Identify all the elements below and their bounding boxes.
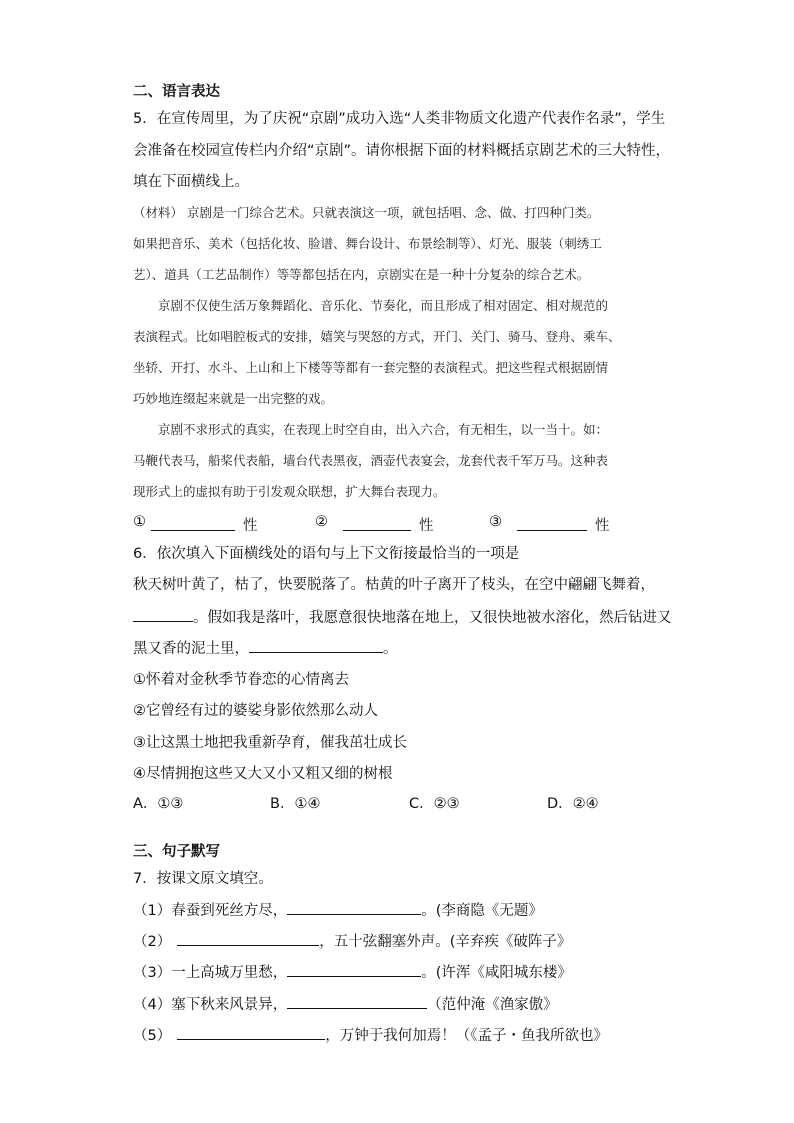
q6-passage-text: 。假如我是落叶，我愿意很快地落在地上，又很快地被水溶化，然后钻进又: [193, 610, 672, 626]
row-text: 春蚕到死丝方尽，: [171, 903, 288, 919]
option-c[interactable]: C．②③: [409, 796, 460, 812]
q6-item: ④尽情拥抱这些又大又小又粗又细的树根: [133, 766, 393, 782]
row-number: （4）: [133, 997, 172, 1013]
option-d[interactable]: D．②④: [547, 796, 599, 812]
answer-blank[interactable]: [177, 1025, 325, 1040]
q7-row-2: [133, 931, 571, 952]
passage-blank-2[interactable]: [249, 638, 383, 653]
row-number: （2）: [133, 934, 172, 950]
q6-passage-text: 黑又香的泥土里，: [133, 641, 249, 657]
section-heading-language: 二、语言表达: [133, 84, 220, 100]
blank-label-1: ①: [133, 514, 146, 530]
row-number: （5）: [133, 1028, 172, 1044]
q7-row-5: [133, 1025, 608, 1046]
q7-prompt: 7．按课文原文填空。: [133, 871, 273, 887]
row-text: 。(李商隐《无题》: [421, 903, 543, 919]
q6-passage-text: 。: [383, 641, 398, 657]
material-line: 艺）、道具（工艺品制作）等等都包括在内，京剧实在是一种十分复杂的综合艺术。: [133, 267, 590, 282]
row-number: （3）: [133, 965, 172, 981]
q5-prompt-line-1: 5．在宣传周里，为了庆祝“京剧”成功入选“人类非物质文化遗产代表作名录”，学生: [133, 111, 666, 127]
option-b[interactable]: B．①④: [270, 796, 321, 812]
answer-blank[interactable]: [287, 962, 421, 977]
section-heading-dictation: 三、句子默写: [133, 844, 220, 860]
answer-blank-1[interactable]: [151, 516, 235, 531]
row-number: （1）: [133, 903, 172, 919]
blank-suffix-1: 性: [243, 518, 258, 534]
option-a[interactable]: A．①③: [133, 796, 184, 812]
row-text: 一上高城万里愁，: [171, 965, 288, 981]
row-text: （范仲淹《渔家傲》: [427, 997, 558, 1013]
material-line: 京剧不求形式的真实，在表现上时空自由，出入六合，有无相生，以一当十。如：: [158, 422, 609, 437]
answer-blank[interactable]: [287, 994, 427, 1009]
q6-passage-line-1: 秋天树叶黄了，枯了，快要脱落了。枯黄的叶子离开了枝头，在空中翩翩飞舞着，: [133, 577, 655, 593]
answer-blank[interactable]: [287, 900, 421, 915]
blank-suffix-2: 性: [419, 518, 434, 534]
q7-row-3: [133, 962, 572, 983]
q6-item: ③让这黑土地把我重新孕育，催我茁壮成长: [133, 735, 407, 751]
material-line: 京剧不仅使生活万象舞蹈化、音乐化、节奏化，而且形成了相对固定、相对规范的: [158, 298, 609, 313]
material-line: 表演程式。比如唱腔板式的安排，嬉笑与哭怒的方式，开门、关门、骑马、登舟、乘车、: [133, 329, 621, 344]
blank-suffix-3: 性: [595, 518, 610, 534]
material-line: 坐轿、开打、水斗、上山和上下楼等等都有一套完整的表演程式。把这些程式根据剧情: [133, 360, 609, 375]
row-text: ，万钟于我何加焉！（《孟子・鱼我所欲也》: [325, 1028, 608, 1044]
answer-blank-2[interactable]: [343, 516, 411, 531]
answer-blank[interactable]: [177, 931, 319, 946]
blank-label-3: ③: [489, 514, 502, 530]
q6-passage-line-3: [133, 638, 398, 659]
answer-blank-3[interactable]: [517, 516, 587, 531]
row-text: ，五十弦翻塞外声。(辛弃疾《破阵子》: [319, 934, 572, 950]
material-line: 巧妙地连缀起来就是一出完整的戏。: [133, 391, 334, 406]
material-line: （材料） 京剧是一门综合艺术。只就表演这一项，就包括唱、念、做、打四种门类。: [133, 205, 600, 220]
q7-row-4: [133, 994, 558, 1015]
q5-prompt-line-2: 会准备在校园宣传栏内介绍“京剧”。请你根据下面的材料概括京剧艺术的三大特性，: [133, 143, 671, 159]
passage-blank-1[interactable]: [133, 607, 193, 622]
row-text: 塞下秋来风景异，: [171, 997, 288, 1013]
q5-answer-row: [133, 514, 633, 536]
q6-item: ②它曾经有过的婆娑身影依然那么动人: [133, 703, 378, 719]
q7-row-1: [133, 900, 543, 921]
material-line: 马鞭代表马，船桨代表船，墙台代表黑夜，酒壶代表宴会，龙套代表千军万马。这种表: [133, 453, 609, 468]
q6-prompt: 6．依次填入下面横线处的语句与上下文衔接最恰当的一项是: [133, 546, 520, 562]
material-line: 现形式上的虚拟有助于引发观众联想，扩大舞台表现力。: [133, 484, 446, 499]
q6-passage-line-2: [133, 607, 672, 628]
material-line: 如果把音乐、美术（包括化妆、脸谱、舞台设计、布景绘制等）、灯光、服装（刺绣工: [133, 236, 602, 251]
q5-prompt-line-3: 填在下面横线上。: [133, 174, 249, 190]
row-text: 。(许浑《咸阳城东楼》: [421, 965, 572, 981]
blank-label-2: ②: [315, 514, 328, 530]
q6-item: ①怀着对金秋季节眷恋的心情离去: [133, 672, 349, 688]
